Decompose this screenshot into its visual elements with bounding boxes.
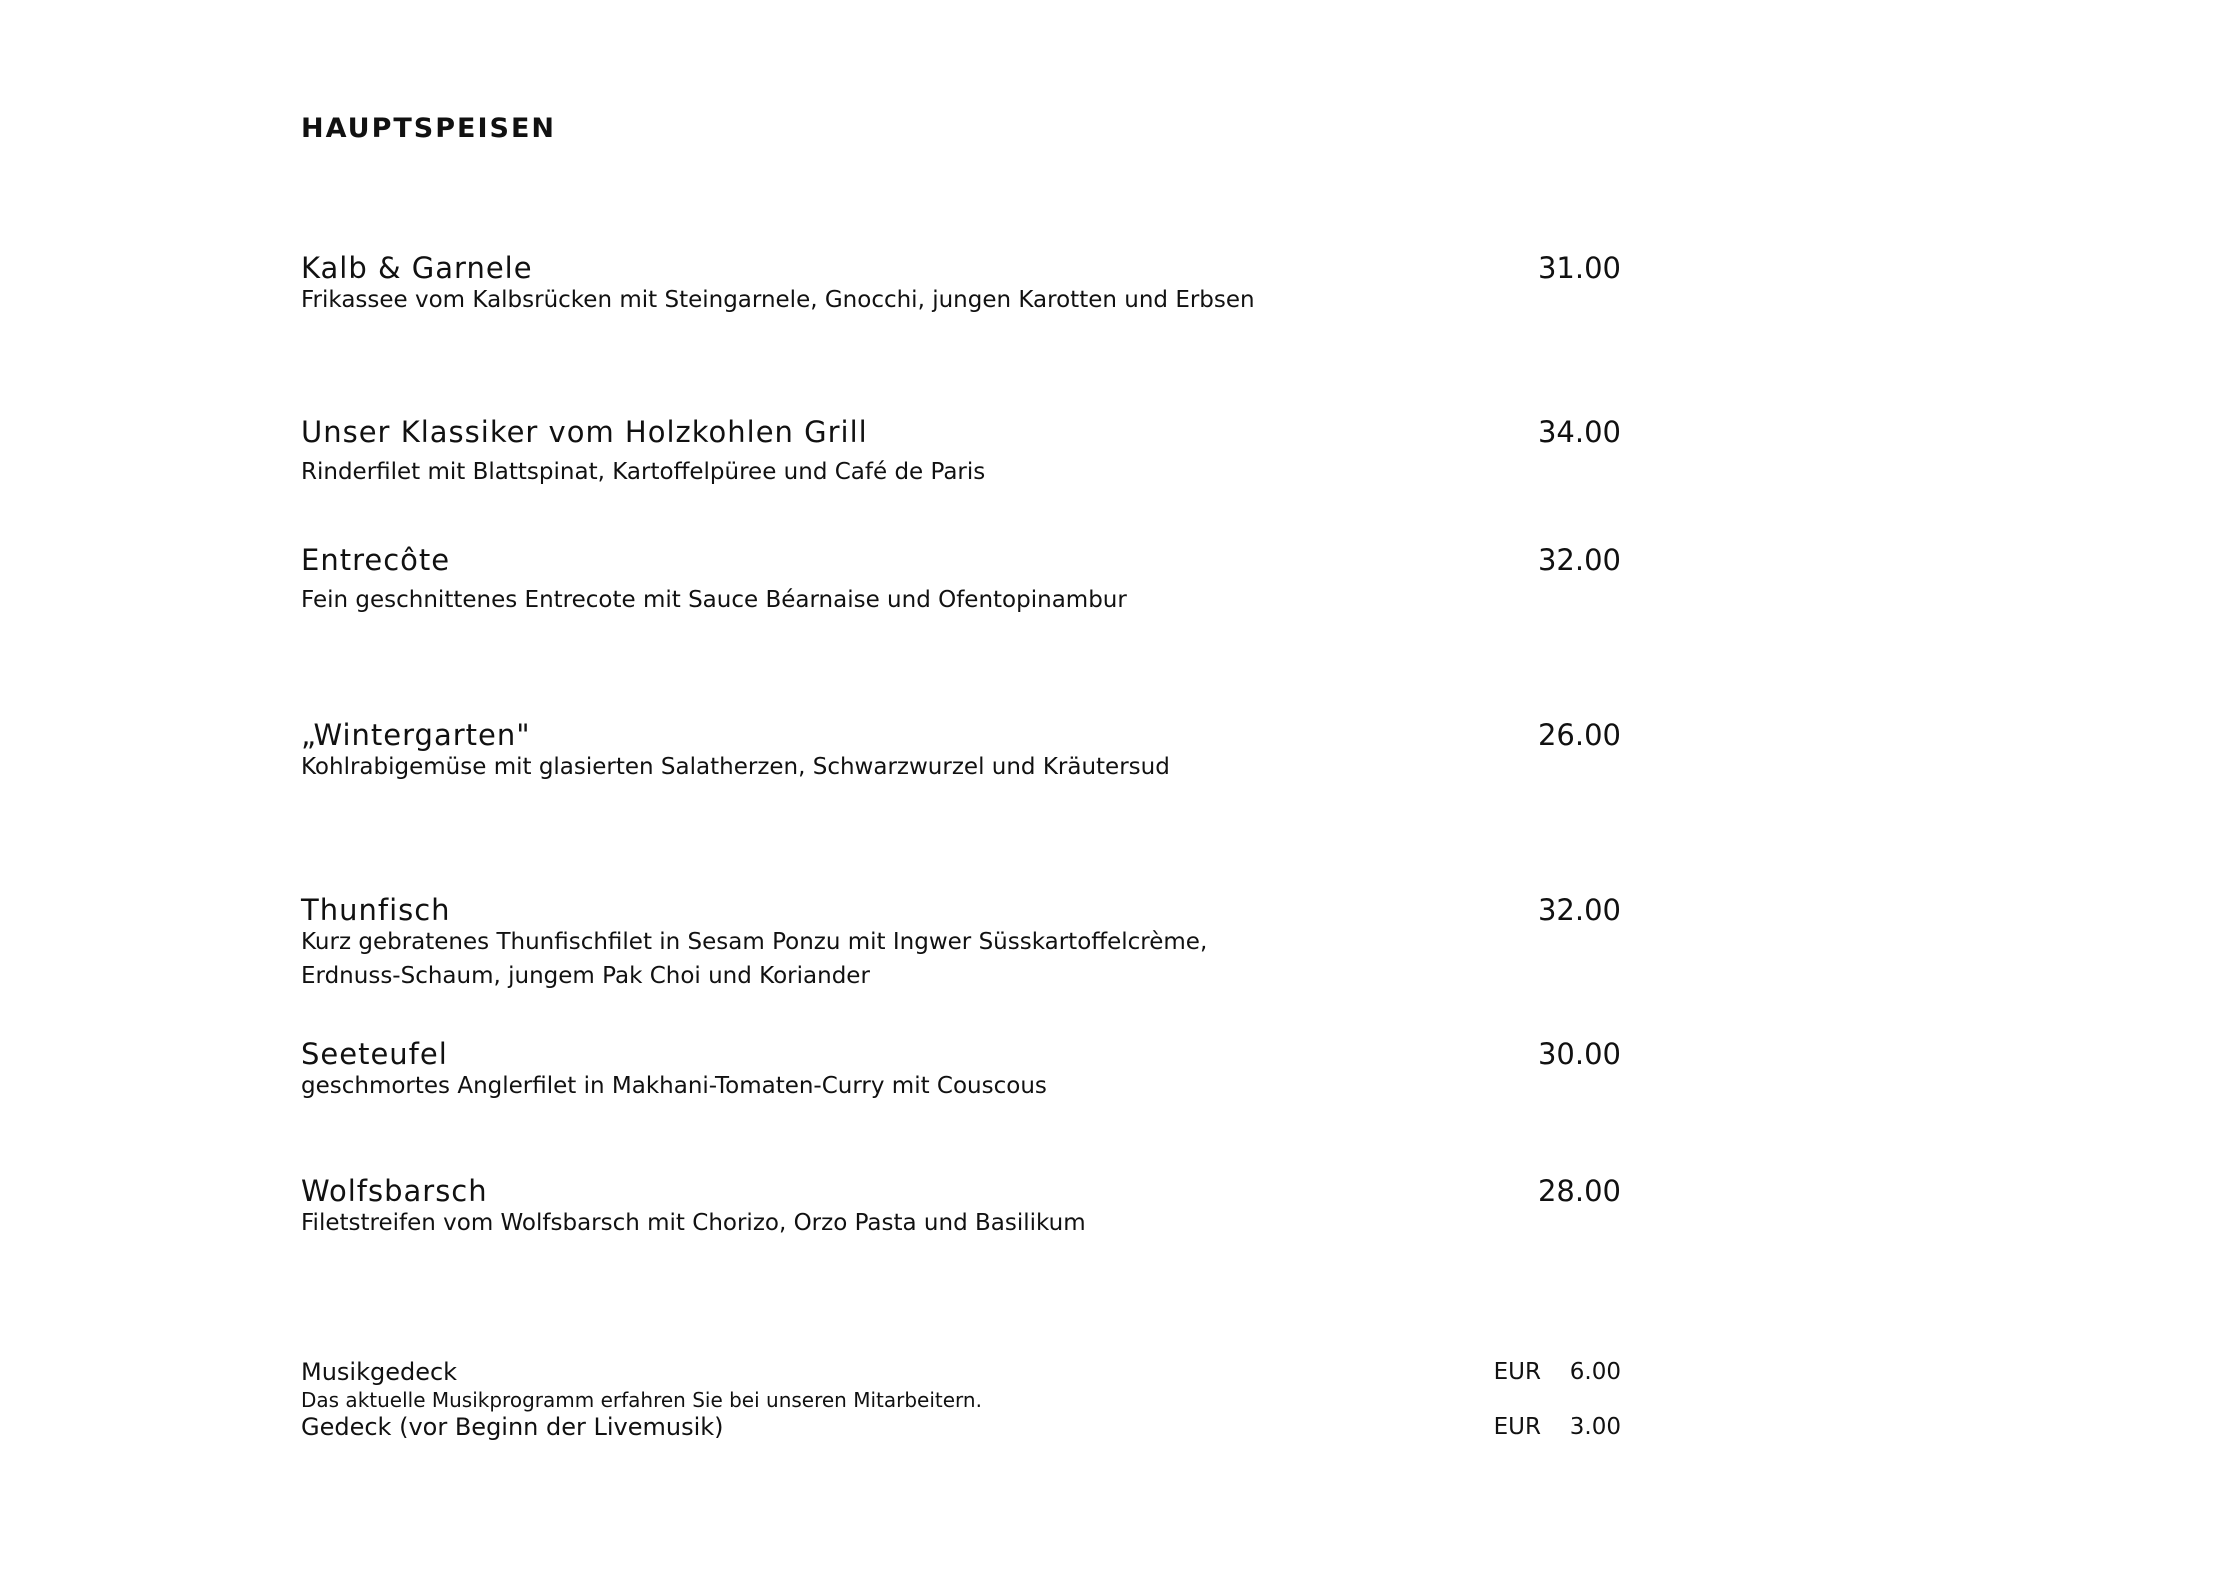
menu-item-kalb-garnele [301,249,1621,317]
menu-item-name: Entrecôte [301,543,451,577]
footer-music-row [301,1356,1621,1388]
menu-item-price: 32.00 [1537,893,1621,927]
menu-item-description: Kohlrabigemüse mit glasierten Salatherzen, Schwarzwurzel und Kräutersud [301,754,1170,780]
menu-item-name: „Wintergarten" [301,718,531,752]
footer-cover-amount: 3.00 [1569,1414,1621,1440]
menu-item-description: Frikassee vom Kalbsrücken mit Steingarnele, Gnocchi, jungen Karotten und Erbsen [301,287,1255,313]
menu-item-seeteufel [301,1035,1621,1103]
footer-music-amount: 6.00 [1569,1359,1621,1385]
menu-item-wolfsbarsch [301,1172,1621,1240]
menu-item-klassiker [301,413,1621,489]
menu-item-name: Unser Klassiker vom Holzkohlen Grill [301,415,868,449]
menu-item-description: Erdnuss-Schaum, jungem Pak Choi und Koriander [301,963,870,989]
menu-item-name: Thunfisch [301,893,451,927]
footer-cover-currency: EUR [1493,1414,1541,1440]
menu-item-price: 32.00 [1537,543,1621,577]
menu-item-price: 34.00 [1537,415,1621,449]
menu-item-price: 28.00 [1537,1174,1621,1208]
menu-item-description: geschmortes Anglerfilet in Makhani-Tomaten-Curry mit Couscous [301,1073,1047,1099]
menu-item-wintergarten [301,716,1621,784]
footer-music-currency: EUR [1493,1359,1541,1385]
menu-item-price: 26.00 [1537,718,1621,752]
menu-item-name: Kalb & Garnele [301,251,533,285]
footer-music-note: Das aktuelle Musikprogramm erfahren Sie bei unseren Mitarbeitern. [301,1388,982,1412]
menu-item-price: 31.00 [1537,251,1621,285]
menu-item-price: 30.00 [1537,1037,1621,1071]
footer-cover-row [301,1411,1621,1443]
menu-item-name: Seeteufel [301,1037,448,1071]
footer-music-label: Musikgedeck [301,1358,458,1386]
menu-item-description: Kurz gebratenes Thunfischfilet in Sesam Ponzu mit Ingwer Süsskartoffelcrème, [301,929,1208,955]
footer-cover-label: Gedeck (vor Beginn der Livemusik) [301,1413,724,1441]
menu-item-name: Wolfsbarsch [301,1174,488,1208]
section-title: HAUPTSPEISEN [301,113,557,144]
menu-item-thunfisch [301,891,1621,993]
menu-item-entrecote [301,541,1621,617]
menu-item-description: Fein geschnittenes Entrecote mit Sauce Béarnaise und Ofentopinambur [301,587,1127,613]
menu-item-description: Filetstreifen vom Wolfsbarsch mit Chorizo, Orzo Pasta und Basilikum [301,1210,1086,1236]
menu-item-description: Rinderfilet mit Blattspinat, Kartoffelpüree und Café de Paris [301,459,986,485]
